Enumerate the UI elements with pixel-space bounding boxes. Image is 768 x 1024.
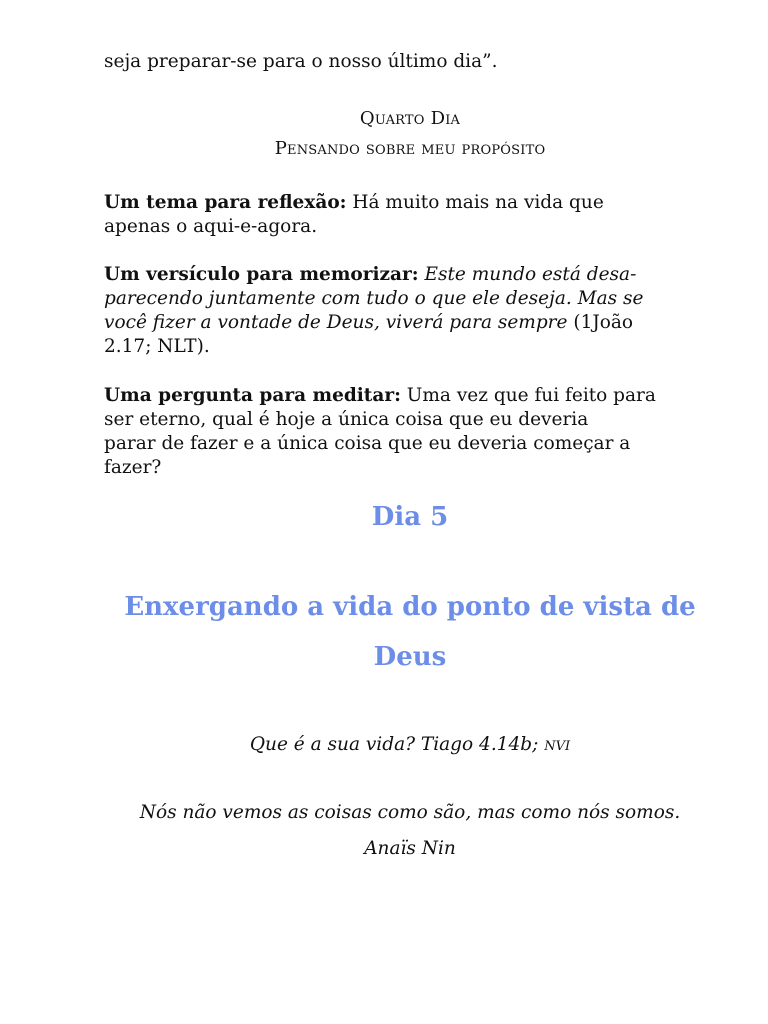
- tema-label: Um tema para reflexão:: [104, 192, 347, 213]
- pergunta-line4: fazer?: [104, 457, 162, 478]
- section-subheading: Pensando sobre meu propósito: [274, 138, 546, 159]
- versiculo-line2: parecendo juntamente com tudo o que ele deseja. Mas se: [104, 288, 644, 309]
- chapter-title-line1: Enxergando a vida do ponto de vista de: [124, 592, 696, 622]
- versiculo-line3: você fizer a vontade de Deus, viverá para sempre: [104, 312, 568, 333]
- versiculo-line1: Este mundo está desa-: [418, 264, 637, 285]
- intro-line: seja preparar-se para o nosso último dia”.: [104, 51, 498, 72]
- pergunta-line3: parar de fazer e a única coisa que eu deveria começar a: [104, 433, 631, 454]
- tema-text-line1: Há muito mais na vida que: [346, 192, 604, 213]
- pergunta-label: Uma pergunta para meditar:: [104, 385, 401, 406]
- day-heading: Dia 5: [371, 502, 449, 532]
- epigraph-quote: Nós não vemos as coisas como são, mas como nós somos.: [139, 802, 681, 823]
- chapter-title-line2: Deus: [373, 642, 447, 672]
- epigraph-verse: [104, 734, 716, 755]
- epigraph-verse-text: Que é a sua vida? Tiago 4.14b;: [249, 734, 545, 755]
- versiculo-label: Um versículo para memorizar:: [104, 264, 419, 285]
- versiculo-reference-end: 2.17; NLT).: [104, 336, 210, 357]
- pergunta-line1: Uma vez que fui feito para: [400, 385, 656, 406]
- versiculo-paragraph: [104, 263, 720, 359]
- section-heading: Quarto Dia: [359, 108, 461, 129]
- epigraph-verse-version: NVI: [544, 739, 571, 754]
- pergunta-paragraph: [104, 384, 720, 480]
- pergunta-line2: ser eterno, qual é hoje a única coisa que eu deveria: [104, 409, 589, 430]
- tema-text-line2: apenas o aqui-e-agora.: [104, 216, 318, 237]
- tema-paragraph: [104, 191, 720, 239]
- epigraph-author: Anaïs Nin: [364, 838, 456, 859]
- versiculo-reference-start: (1João: [567, 312, 634, 333]
